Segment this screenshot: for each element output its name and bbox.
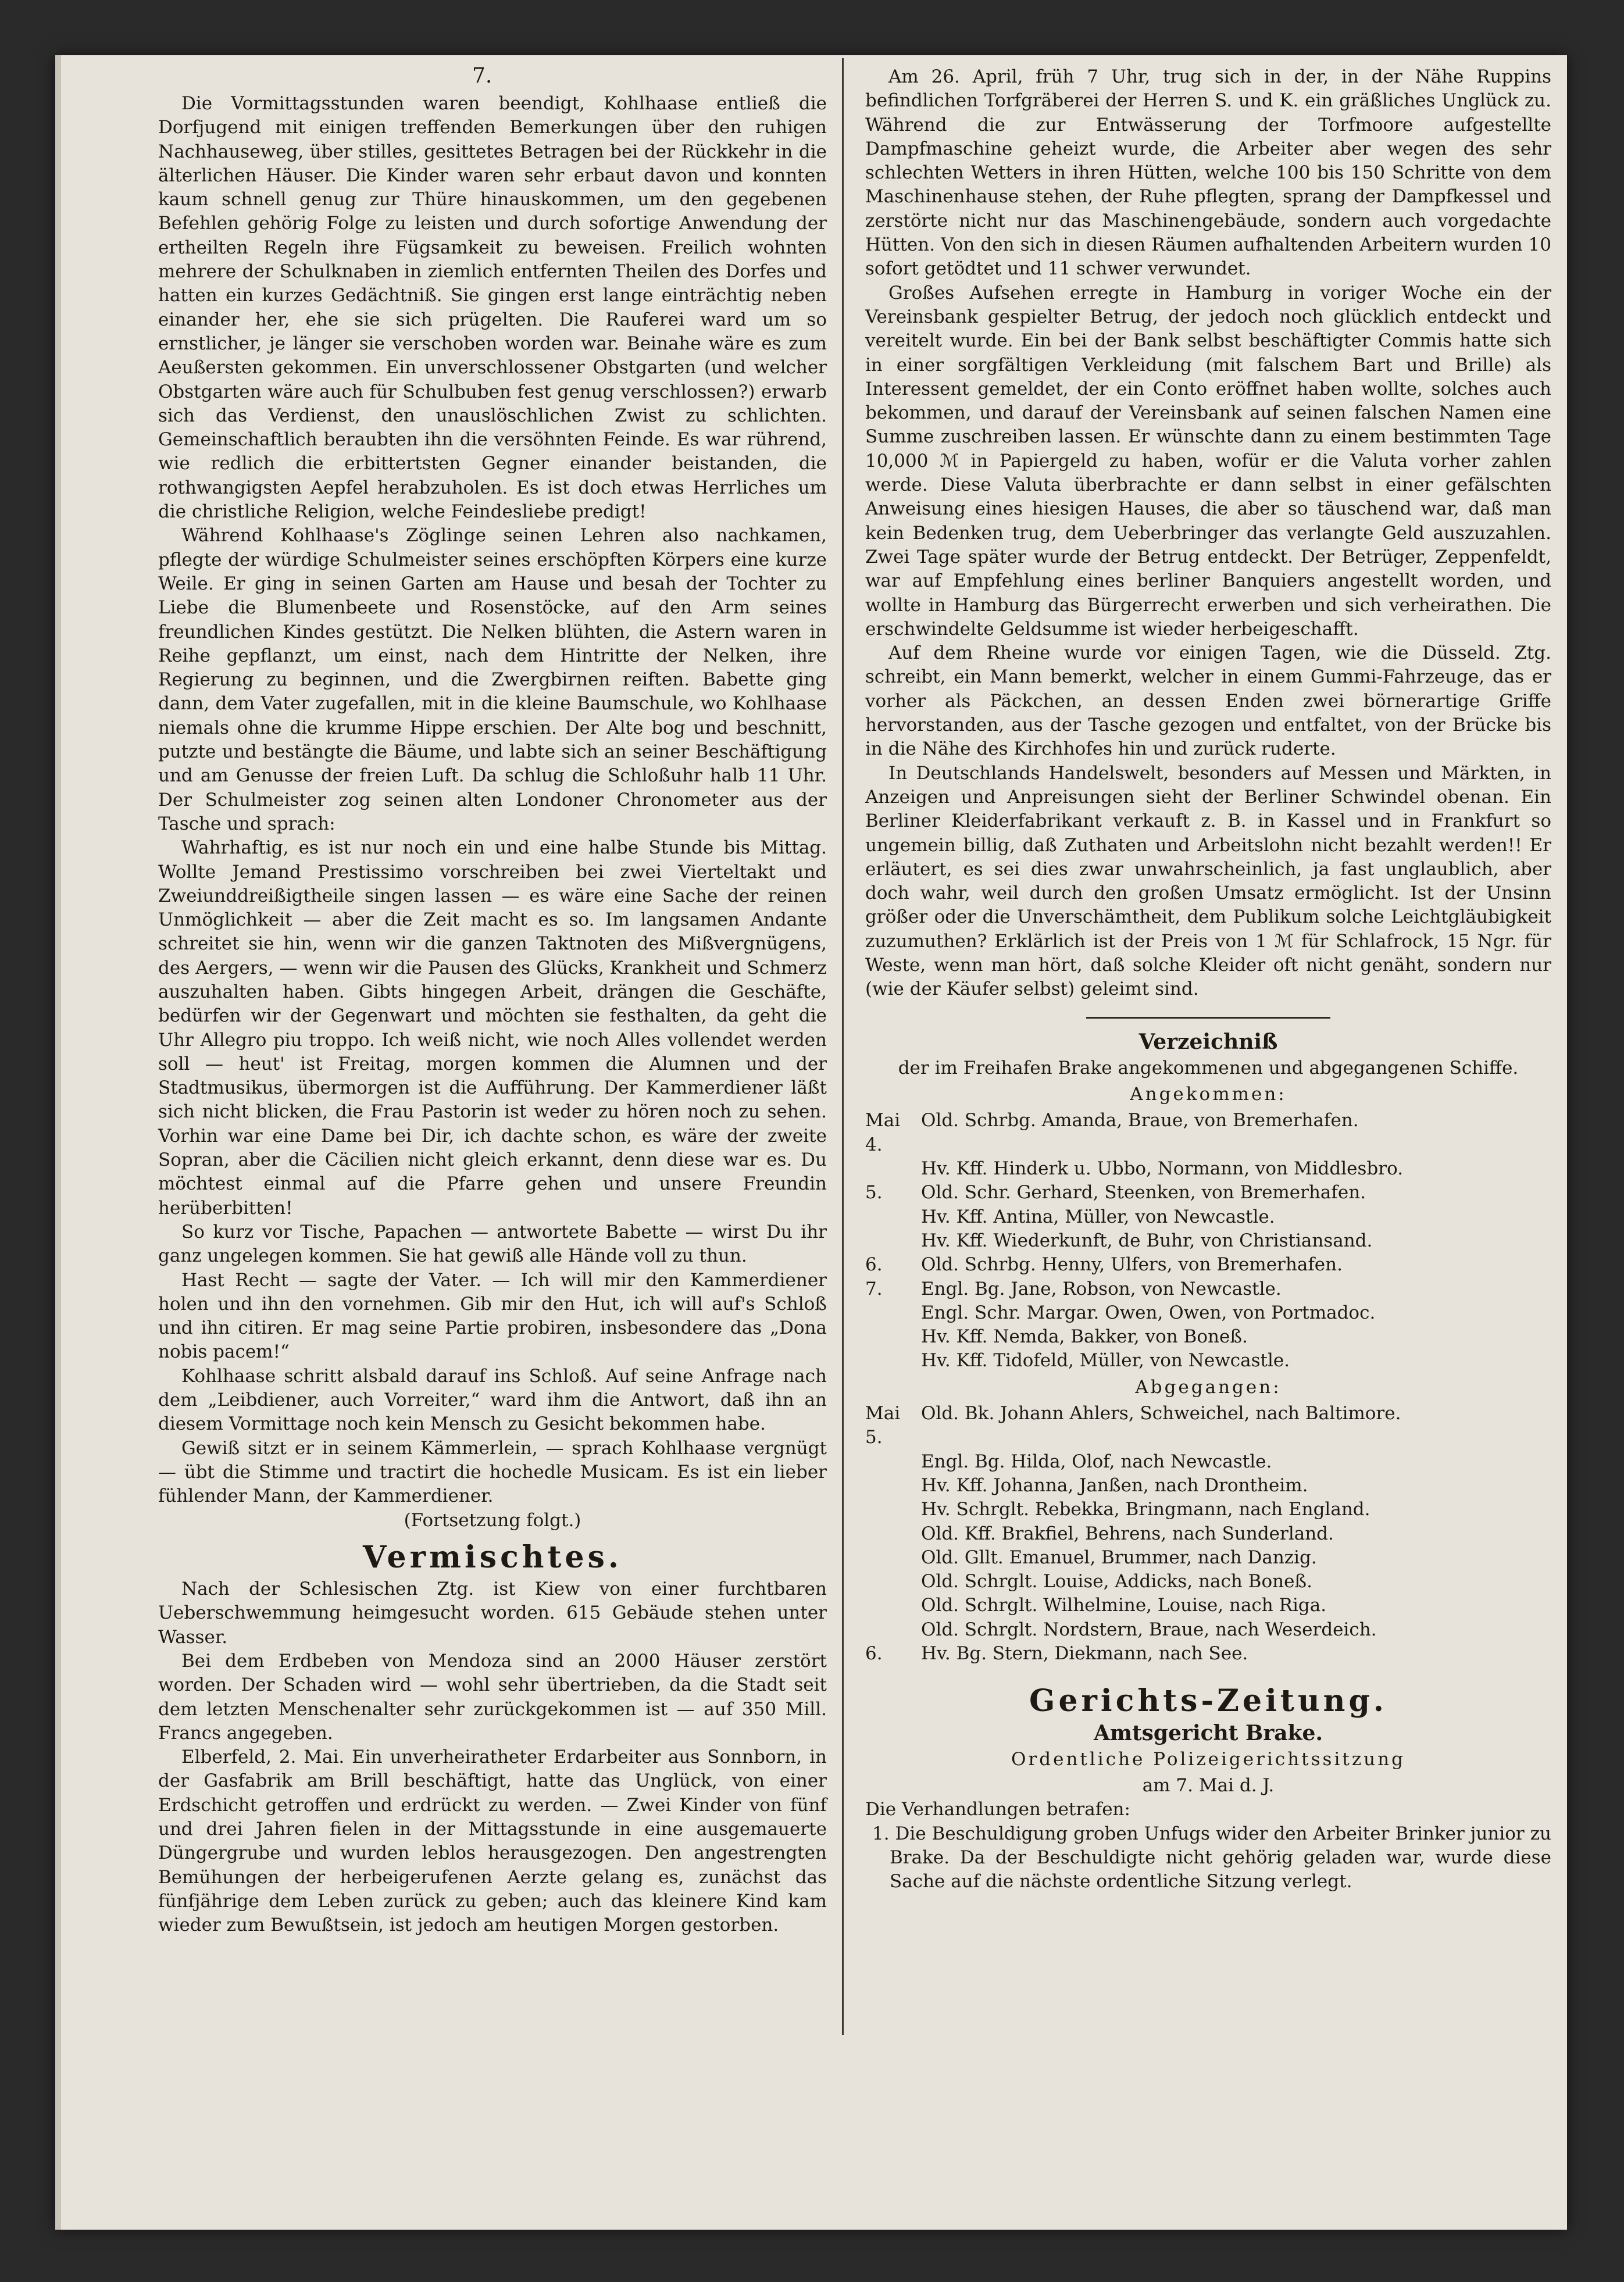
ship-text: Hv. Kff. Antina, Müller, von Newcastle. [921, 1206, 1275, 1227]
ship-entry [865, 1522, 1551, 1546]
ship-entry [865, 1642, 1551, 1666]
ship-text: Old. Schrglt. Wilhelmine, Louise, nach Riga. [921, 1595, 1327, 1616]
ship-text: Old. Schr. Gerhard, Steenken, von Bremerhafen. [921, 1182, 1366, 1204]
ship-entry [865, 1570, 1551, 1594]
court-item: 1. Die Beschuldigung groben Unfugs wider den Arbeiter Brinker junior zu Brake. Da der Beschuldigte nicht gehörig geladen war, wurde diese Sache auf die nächste ordentliche Sitzung verlegt. [872, 1823, 1551, 1892]
ship-date: 7. [865, 1278, 883, 1299]
ship-date [865, 1205, 921, 1229]
ship-date [865, 1498, 921, 1522]
ship-date: 6. [865, 1254, 883, 1276]
news-paragraph: Großes Aufsehen erregte in Hamburg in voriger Woche ein der Vereinsbank gespielter Betrug, der jedoch noch glücklich entdeckt und vereitelt wurde. Ein bei der Bank selbst beschäftigter Commis hatte sich in einer sorgfältigen Verkleidung (mit falschem Bart und Brille) als Interessent gemeldet, der ein Conto eröffnet haben wollte, solches auch bekommen, und darauf der Vereinsbank auf seinen falschen Namen eine Summe zuschreiben lassen. Er wünschte dann zu einem bestimmten Tage 10,000 ℳ in Papiergeld zu haben, wofür er die Valuta vorher zahlen werde. Diese Valuta überbrachte er dann selbst in einer gefälschten Anweisung eines hiesigen Hauses, die aber so täuschend war, daß man kein Bedenken trug, dem Ueberbringer das verlangte Geld auszuzahlen. Zwei Tage später wurde der Betrug entdeckt. Der Betrüger, Zeppenfeldt, war auf Empfehlung eines berliner Banquiers angestellt worden, und wollte in Hamburg das Bürgerrecht erwerben und sich verheirathen. Die erschwindelte Geldsumme ist wieder herbeigeschafft. [865, 282, 1551, 640]
news-paragraph: Bei dem Erdbeben von Mendoza sind an 2000 Häuser zerstört worden. Der Schaden wird — wohl sehr übertrieben, da die Stadt seit dem letzten Menschenalter sehr zurückgekommen ist — auf 350 Mill. Francs angegeben. [158, 1651, 827, 1744]
misc-heading: Vermischtes. [362, 1539, 623, 1575]
ship-date [865, 1474, 921, 1498]
ship-date [865, 1546, 921, 1570]
ship-text: Old. Schrglt. Louise, Addicks, nach Boneß. [921, 1571, 1312, 1592]
ship-date: 6. [865, 1643, 883, 1664]
ship-date [865, 1522, 921, 1546]
scan-edge [55, 55, 61, 2230]
ship-text: Hv. Kff. Wiederkunft, de Buhr, von Christiansand. [921, 1230, 1373, 1251]
ship-entry [865, 1277, 1551, 1301]
ship-text: Old. Kff. Brakfiel, Behrens, nach Sunderland. [921, 1523, 1334, 1544]
ship-date [865, 1594, 921, 1617]
court-heading: Gerichts-Zeitung. [1029, 1683, 1387, 1719]
ship-entry [865, 1402, 1551, 1450]
ship-text: Hv. Kff. Hinderk u. Ubbo, Normann, von Middlesbro. [921, 1158, 1404, 1180]
ship-text: Old. Schrglt. Nordstern, Braue, nach Weserdeich. [921, 1619, 1377, 1640]
news-paragraph: Auf dem Rheine wurde vor einigen Tagen, wie die Düsseld. Ztg. schreibt, ein Mann bemerkt, welcher in einem Gummi-Fahrzeuge, das er vorher als Päckchen, an dessen Enden zwei börnerartige Griffe hervorstanden, aus der Tasche gezogen und entfaltet, von der Brücke bis in die Nähe des Kirchhofes hin und zurück ruderte. [865, 642, 1551, 760]
ship-text: Old. Schrbg. Amanda, Braue, von Bremerhafen. [921, 1110, 1359, 1131]
court-session: Ordentliche Polizeigerichtssitzung [1011, 1748, 1405, 1770]
arrived-list [865, 1109, 1551, 1373]
ship-entry [865, 1301, 1551, 1325]
ship-date: 5. [865, 1182, 883, 1204]
ship-date [865, 1450, 921, 1474]
ship-entry [865, 1181, 1551, 1205]
right-column [865, 65, 1551, 1894]
ship-entry [865, 1349, 1551, 1373]
court-subheading: Amtsgericht Brake. [1094, 1720, 1323, 1745]
story-paragraph: Kohlhaase schritt alsbald darauf ins Schloß. Auf seine Anfrage nach dem „Leibdiener, auch Vorreiter,“ ward ihm die Antwort, daß ihn an diesem Vormittage noch kein Mensch zu Gesicht bekommen habe. [158, 1365, 827, 1435]
departed-label: Abgegangen: [1135, 1376, 1282, 1398]
page-number: 7. [472, 64, 492, 88]
ship-date [865, 1157, 921, 1181]
news-paragraph: Nach der Schlesischen Ztg. ist Kiew von einer furchtbaren Ueberschwemmung heimgesucht worden. 615 Gebäude stehen unter Wasser. [158, 1579, 827, 1648]
story-paragraph: Hast Recht — sagte der Vater. — Ich will mir den Kammerdiener holen und ihn den vornehmen. Gib mir den Hut, ich will auf's Schloß und ihn citiren. Er mag seine Partie probiren, insbesondere das „Dona nobis pacem!“ [158, 1269, 827, 1363]
ship-entry [865, 1229, 1551, 1253]
ship-entry [865, 1109, 1551, 1157]
ship-date [865, 1229, 921, 1253]
court-date: am 7. Mai d. J. [1142, 1775, 1275, 1797]
ship-date [865, 1570, 921, 1594]
ship-entry [865, 1205, 1551, 1229]
ship-text: Engl. Schr. Margar. Owen, Owen, von Portmadoc. [921, 1302, 1376, 1323]
ship-date: Mai 4. [865, 1110, 901, 1155]
ship-date [865, 1618, 921, 1642]
column-divider [842, 58, 844, 2035]
ship-text: Hv. Schrglt. Rebekka, Bringmann, nach England. [921, 1499, 1370, 1520]
ship-text: Hv. Kff. Johanna, Janßen, nach Drontheim. [921, 1474, 1308, 1496]
ship-date [865, 1349, 921, 1373]
story-paragraph: So kurz vor Tische, Papachen — antwortete Babette — wirst Du ihr ganz ungelegen kommen. Sie hat gewiß alle Hände voll zu thun. [158, 1221, 827, 1267]
arrived-label: Angekommen: [1130, 1084, 1287, 1105]
ship-text: Hv. Bg. Stern, Diekmann, nach See. [921, 1643, 1248, 1664]
ship-text: Hv. Kff. Nemda, Bakker, von Boneß. [921, 1326, 1248, 1348]
ship-entry [865, 1498, 1551, 1522]
ship-entry [865, 1474, 1551, 1498]
ship-entry [865, 1157, 1551, 1181]
ship-entry [865, 1325, 1551, 1349]
court-intro: Die Verhandlungen betrafen: [865, 1799, 1130, 1820]
departed-list [865, 1402, 1551, 1666]
continuation-note: (Fortsetzung folgt.) [404, 1509, 581, 1531]
ship-text: Engl. Bg. Hilda, Olof, nach Newcastle. [921, 1451, 1272, 1472]
story-paragraph: Die Vormittagsstunden waren beendigt, Kohlhaase entließ die Dorfjugend mit einigen treffenden Bemerkungen über den ruhigen Nachhauseweg, über stilles, gesittetes Betragen bei der Rückkehr in die älterlichen Häuser. Die Kinder waren sehr erbaut davon und konnten kaum schnell genug zur Thüre hinauskommen, um den gegebenen Befehlen gehörig Folge zu leisten und durch sofortige Anwendung der ertheilten Regeln ihre Fügsamkeit zu beweisen. Freilich wohnten mehrere der Schulknaben in ziemlich entfernten Theilen des Dorfes und hatten ein kurzes Gedächtniß. Sie gingen erst lange einträchtig neben einander her, ehe sie sich prügelten. Die Rauferei ward um so ernstlicher, je länger sie verschoben worden war. Beinahe wäre es zum Aeußersten gekommen. Ein unverschlossener Obstgarten (und welcher Obstgarten wäre auch für Schulbuben fest genug verschlossen?) erwarb sich das Verdienst, den unauslöschlichen Zwist zu schlichten. Gemeinschaftlich beraubten ihn die versöhnten Feinde. Es war rührend, wie redlich die erbittertsten Gegner einander beistanden, die rothwangigsten Aepfel herabzuholen. Es ist doch etwas Herrliches um die christliche Religion, welche Feindesliebe predigt! [158, 93, 827, 523]
ship-date [865, 1301, 921, 1325]
ship-entry [865, 1450, 1551, 1474]
story-paragraph: Während Kohlhaase's Zöglinge seinen Lehren also nachkamen, pflegte der würdige Schulmeister seines erschöpften Körpers eine kurze Weile. Er ging in seinen Garten am Hause und besah der Tochter zu Liebe die Blumenbeete und Rosenstöcke, auf den Arm seines freundlichen Kindes gestützt. Die Nelken blühten, die Astern waren in Reihe gepflanzt, um einst, nach dem Hintritte der Nelken, ihre Regierung zu beginnen, und die Zwergbirnen reiften. Babette ging dann, dem Vater zugefallen, mit in die kleine Baumschule, wo Kohlhaase niemals ohne die krumme Hippe erschien. Der Alte bog und beschnitt, putzte und bestängte die Bäume, und labte sich an seiner Beschäftigung und am Genusse der freien Luft. Da schlug die Schloßuhr halb 11 Uhr. Der Schulmeister zog seinen alten Londoner Chronometer aus der Tasche und sprach: [158, 525, 827, 834]
ship-list-subtitle: der im Freihafen Brake angekommenen und abgegangenen Schiffe. [898, 1057, 1519, 1078]
ship-entry [865, 1253, 1551, 1277]
ship-list-title: Verzeichniß [1138, 1029, 1278, 1054]
ship-date [865, 1325, 921, 1349]
news-paragraph: In Deutschlands Handelswelt, besonders auf Messen und Märkten, in Anzeigen und Anpreisungen sieht der Berliner Schwindel obenan. Ein Berliner Kleiderfabrikant verkauft z. B. in Kassel und in Frankfurt so ungemein billig, daß Zuthaten und Arbeitslohn nicht bezahlt werden!! Er erläutert, es sei dies zwar unwahrscheinlich, ja fast unglaublich, aber doch wahr, weil durch den großen Umsatz ermöglicht. Ist der Unsinn größer oder die Unverschämtheit, dem Publikum solche Leichtgläubigkeit zuzumuthen? Erklärlich ist der Preis von 1 ℳ für Schlafrock, 15 Ngr. für Weste, wenn man hört, daß solche Kleider oft nicht genäht, sondern nur (wie der Käufer selbst) geleimt sind. [865, 762, 1551, 1000]
ship-text: Old. Bk. Johann Ahlers, Schweichel, nach Baltimore. [921, 1403, 1401, 1424]
section-rule [1086, 1017, 1330, 1019]
ship-text: Engl. Bg. Jane, Robson, von Newcastle. [921, 1278, 1282, 1299]
story-paragraph: Wahrhaftig, es ist nur noch ein und eine halbe Stunde bis Mittag. Wollte Jemand Prestissimo vorschreiben bei zwei Vierteltakt und Zweiunddreißigtheile singen lassen — es wäre eine Sache der reinen Unmöglichkeit — aber die Zeit macht es so. Im langsamen Andante schreitet sie hin, wenn wir die ganzen Taktnoten des Mißvergnügens, des Aergers, — wenn wir die Pausen des Glücks, Krankheit und Schmerz auszuhalten haben. Gibts hingegen Arbeit, drängen die Geschäfte, bedürfen wir der Gegenwart und möchten sie festhalten, da geht die Uhr Allegro piu troppo. Ich weiß nicht, wie noch Alles vollendet werden soll — heut' ist Freitag, morgen kommen die Alumnen und der Stadtmusikus, übermorgen ist die Aufführung. Der Kammerdiener läßt sich nicht blicken, die Frau Pastorin ist weder zu hören noch zu sehen. Vorhin war eine Dame bei Dir, ich dachte schon, es wäre der zweite Sopran, aber die Cäcilien nicht gleich erkannt, denn diese war es. Du möchtest einmal auf die Pfarre gehen und unsere Freundin herüberbitten! [158, 837, 827, 1219]
ship-entry [865, 1546, 1551, 1570]
news-paragraph: Am 26. April, früh 7 Uhr, trug sich in der, in der Nähe Ruppins befindlichen Torfgräberei der Herren S. und K. ein gräßliches Unglück zu. Während die zur Entwässerung der Torfmoore aufgestellte Dampfmaschine geheizt wurde, die Arbeiter aber wegen des sehr schlechten Wetters in ihren Hütten, welche 100 bis 150 Schritte von dem Maschinenhause stehen, der Ruhe pflegten, sprang der Dampfkessel und zerstörte nicht nur das Maschinengebäude, sondern auch vorgedachte Hütten. Von den sich in diesen Räumen aufhaltenden Arbeitern wurden 10 sofort getödtet und 11 schwer verwundet. [865, 66, 1551, 280]
ship-entry [865, 1594, 1551, 1617]
ship-entry [865, 1618, 1551, 1642]
ship-date: Mai 5. [865, 1403, 901, 1448]
ship-text: Hv. Kff. Tidofeld, Müller, von Newcastle. [921, 1350, 1290, 1372]
story-paragraph: Gewiß sitzt er in seinem Kämmerlein, — sprach Kohlhaase vergnügt — übt die Stimme und tractirt die hochedle Musicam. Es ist ein lieber fühlender Mann, der Kammerdiener. [158, 1437, 827, 1507]
ship-text: Old. Gllt. Emanuel, Brummer, nach Danzig. [921, 1547, 1317, 1568]
news-paragraph: Elberfeld, 2. Mai. Ein unverheiratheter Erdarbeiter aus Sonnborn, in der Gasfabrik am Brill beschäftigt, hatte das Unglück, von einer Erdschicht getroffen und erdrückt zu werden. — Zwei Kinder von fünf und drei Jahren fielen in der Mittagsstunde in eine ausgemauerte Düngergrube und wurden leblos herausgezogen. Den angestrengten Bemühungen der herbeigerufenen Aerzte gelang es, zunächst das fünfjährige dem Leben zurück zu geben; auch das kleinere Kind kam wieder zum Bewußtsein, ist jedoch am heutigen Morgen gestorben. [158, 1747, 827, 1936]
left-column [158, 92, 827, 1938]
ship-text: Old. Schrbg. Henny, Ulfers, von Bremerhafen. [921, 1254, 1343, 1276]
